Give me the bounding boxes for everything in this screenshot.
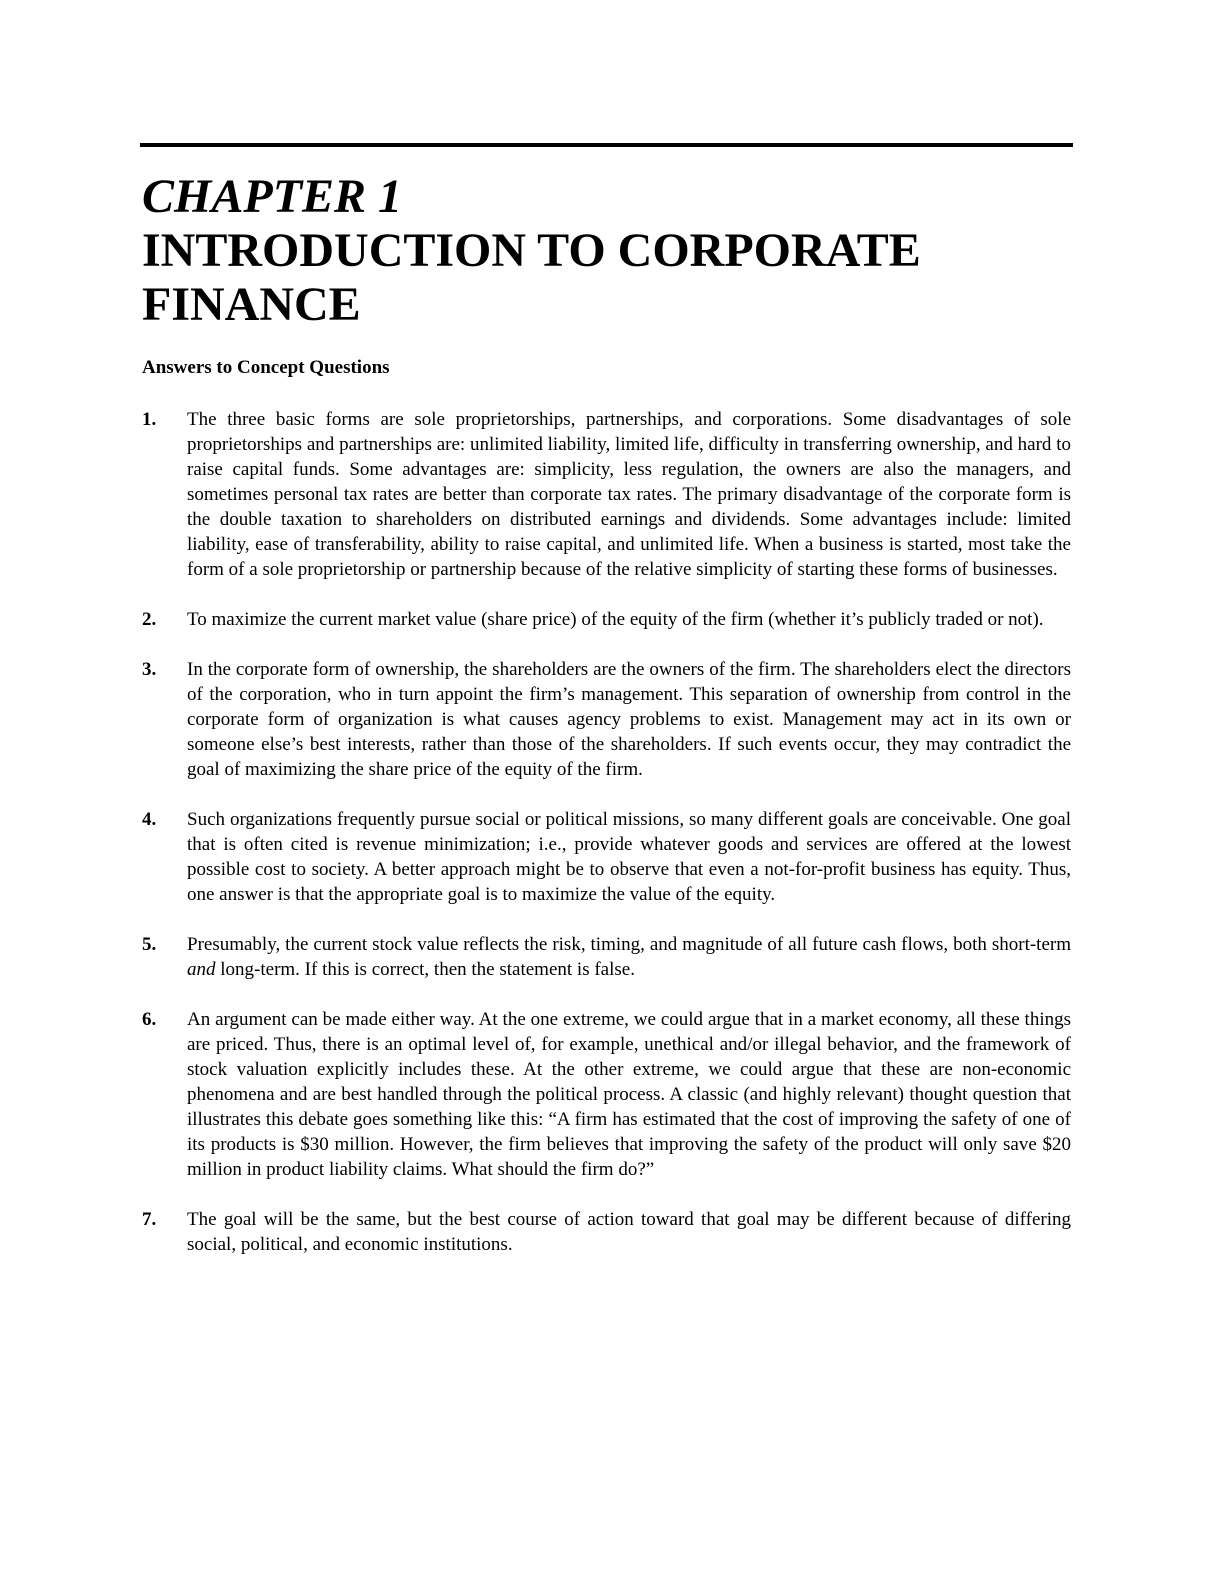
item-text (187, 932, 1071, 982)
item-number: 6. (142, 1009, 157, 1030)
item-number: 5. (142, 934, 157, 955)
item-number: 4. (142, 809, 157, 830)
answer-item-1 (142, 407, 1071, 582)
answer-item-7 (142, 1207, 1071, 1257)
item-number: 3. (142, 659, 157, 680)
answer-item-5 (142, 932, 1071, 982)
item-text: To maximize the current market value (share price) of the equity of the firm (whether it’s publicly traded or not). (187, 609, 1044, 630)
answer-list (142, 407, 1071, 1282)
answer-item-4 (142, 807, 1071, 907)
title-line-2: FINANCE (142, 278, 361, 331)
item-text: The three basic forms are sole proprietorships, partnerships, and corporations. Some disadvantages of sole proprietorships and partnerships are: unlimited liability, limited life, difficulty in transferring ownership, and hard to raise capital funds. Some advantages are: simplicity, less regulation, the owners are also the managers, and sometimes personal tax rates are better than corporate tax rates. The primary disadvantage of the corporate form is the double taxation to shareholders on distributed earnings and dividends. Some advantages include: limited liability, ease of transferability, ability to raise capital, and unlimited life. When a business is started, most take the form of a sole proprietorship or partnership because of the relative simplicity of starting these forms of businesses. (187, 409, 1071, 580)
item-text-emphasis: and (187, 959, 216, 980)
answer-item-2 (142, 607, 1071, 632)
top-rule (140, 143, 1073, 147)
item-text: Such organizations frequently pursue social or political missions, so many different goals are conceivable. One goal that is often cited is revenue minimization; i.e., provide whatever goods and services are offered at the lowest possible cost to society. A better approach might be to observe that even a not-for-profit business has equity. Thus, one answer is that the appropriate goal is to maximize the value of the equity. (187, 809, 1071, 905)
item-number: 2. (142, 609, 157, 630)
answer-item-6 (142, 1007, 1071, 1182)
title-line-1: INTRODUCTION TO CORPORATE (142, 224, 921, 277)
item-number: 1. (142, 409, 157, 430)
item-text: In the corporate form of ownership, the shareholders are the owners of the firm. The shareholders elect the directors of the corporation, who in turn appoint the firm’s management. This separation of ownership from control in the corporate form of organization is what causes agency problems to exist. Management may act in its own or someone else’s best interests, rather than those of the shareholders. If such events occur, they may contradict the goal of maximizing the share price of the equity of the firm. (187, 659, 1071, 780)
answer-item-3 (142, 657, 1071, 782)
item-text: An argument can be made either way. At the one extreme, we could argue that in a market economy, all these things are priced. Thus, there is an optimal level of, for example, unethical and/or illegal behavior, and the framework of stock valuation explicitly includes these. At the other extreme, we could argue that these are non-economic phenomena and are best handled through the political process. A classic (and highly relevant) thought question that illustrates this debate goes something like this: “A firm has estimated that the cost of improving the safety of one of its products is $30 million. However, the firm believes that improving the safety of the product will only save $20 million in product liability claims. What should the firm do?” (187, 1009, 1071, 1180)
item-text: The goal will be the same, but the best course of action toward that goal may be different because of differing social, political, and economic institutions. (187, 1209, 1071, 1255)
chapter-label: CHAPTER 1 (142, 170, 403, 223)
chapter-title (142, 170, 921, 332)
item-text-part: long-term. If this is correct, then the statement is false. (215, 959, 635, 980)
item-text-part: Presumably, the current stock value reflects the risk, timing, and magnitude of all future cash flows, both short-term (187, 934, 1071, 955)
item-number: 7. (142, 1209, 157, 1230)
section-heading: Answers to Concept Questions (142, 357, 390, 378)
